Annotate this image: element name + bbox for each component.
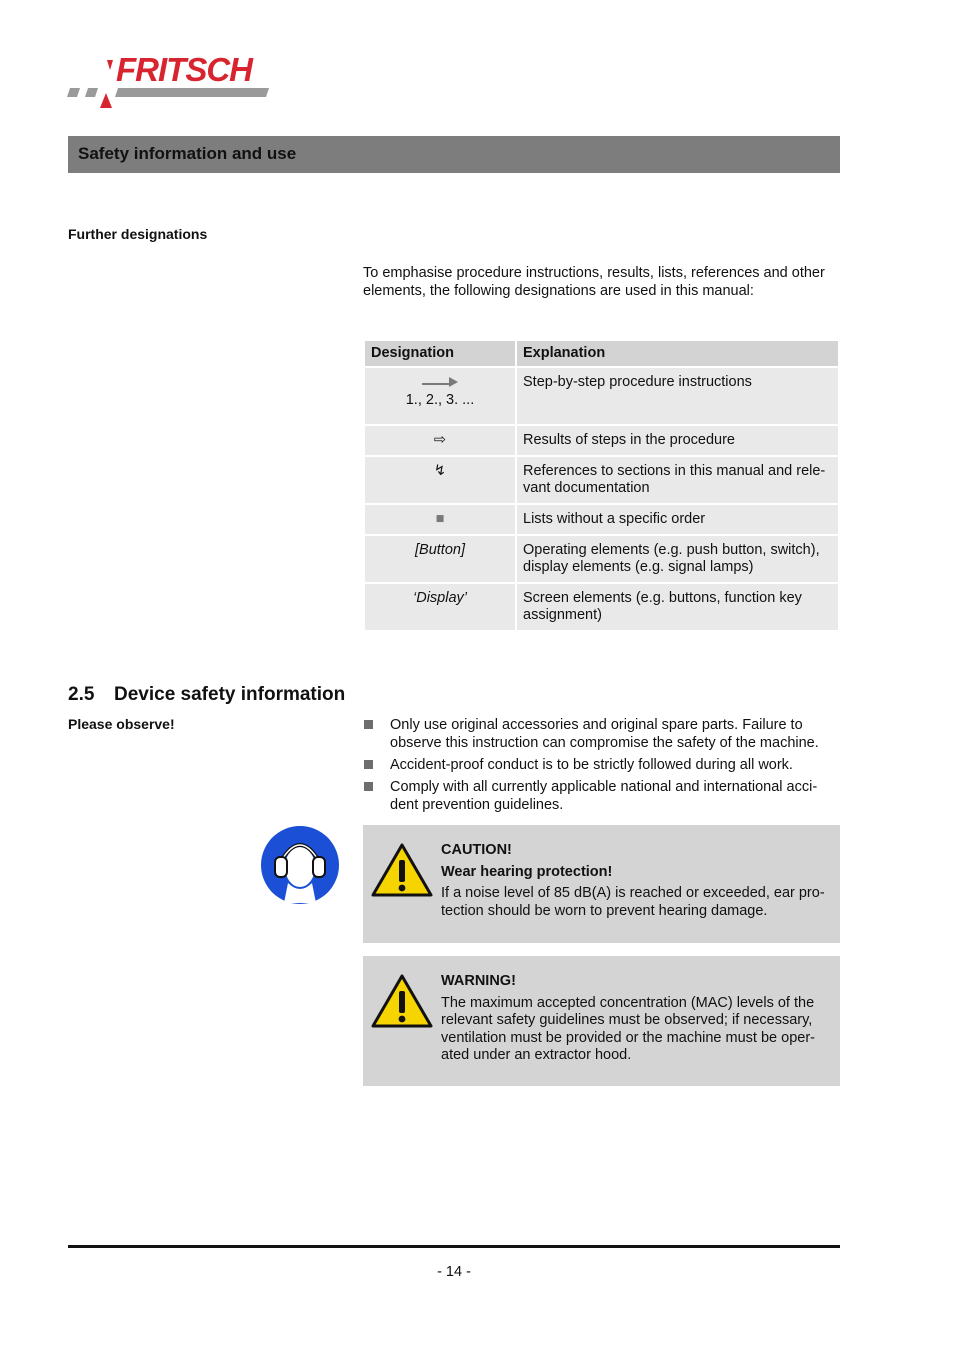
arrow-right-icon	[371, 374, 509, 392]
please-observe-label: Please observe!	[68, 716, 175, 732]
fritsch-logo	[66, 50, 286, 112]
safety-bullet-list	[363, 716, 841, 818]
warning-notice	[363, 956, 840, 1086]
reference-icon: ↯	[365, 457, 515, 503]
caution-subtitle: Wear hearing protection!	[441, 863, 613, 880]
square-bullet-icon	[364, 782, 373, 791]
section-heading	[68, 684, 345, 706]
explanation-cell: Lists without a specific order	[517, 505, 838, 534]
section-title: Safety information and use	[78, 144, 297, 163]
footer-divider	[68, 1245, 840, 1248]
table-row	[365, 584, 838, 630]
outline-arrow-icon: ⇨	[365, 426, 515, 455]
designation-cell: ‘Display’	[365, 584, 515, 630]
warning-triangle-icon	[371, 974, 433, 1028]
designation-cell: 1., 2., 3. ...	[365, 368, 515, 424]
warning-triangle-icon	[371, 843, 433, 897]
page-number: - 14 -	[437, 1264, 471, 1280]
section-heading-title: Device safety information	[114, 684, 346, 705]
table-row	[365, 426, 838, 455]
svg-text:FRITSCH: FRITSCH	[116, 51, 252, 88]
table-header-row	[365, 341, 838, 366]
square-bullet-icon	[364, 760, 373, 769]
table-row	[365, 536, 838, 582]
intro-paragraph: To emphasise procedure instructions, results, lists, references and other elements, the following designations are used in this manual:	[363, 265, 825, 299]
section-header	[68, 136, 840, 173]
caution-text: If a noise level of 85 dB(A) is reached or exceeded, ear pro-tection should be worn to prevent hearing damage.	[441, 885, 825, 919]
square-bullet-icon: ■	[365, 505, 515, 534]
square-bullet-icon	[364, 720, 373, 729]
explanation-cell: References to sections in this manual and rele-vant documentation	[517, 457, 838, 503]
explanation-cell: Step-by-step procedure instructions	[517, 368, 838, 424]
list-item: Accident-proof conduct is to be strictly followed during all work.	[363, 756, 841, 774]
section-number: 2.5	[68, 684, 95, 705]
explanation-cell: Operating elements (e.g. push button, switch), display elements (e.g. signal lamps)	[517, 536, 838, 582]
table-header-explanation: Explanation	[517, 341, 838, 366]
list-item: Only use original accessories and original spare parts. Failure to observe this instruction can compromise the safety of the machine.	[363, 716, 841, 752]
caution-notice	[363, 825, 840, 943]
table-row	[365, 505, 838, 534]
table-row	[365, 368, 838, 424]
explanation-cell: Screen elements (e.g. buttons, function key assignment)	[517, 584, 838, 630]
warning-text: The maximum accepted concentration (MAC) levels of the relevant safety guidelines must be observed; if necessary, ventilation must be provided or the machine must be oper-ated under an extractor hood.	[441, 994, 815, 1063]
hearing-protection-icon	[258, 823, 342, 907]
table-row	[365, 457, 838, 503]
table-header-designation: Designation	[365, 341, 515, 366]
designation-cell: [Button]	[365, 536, 515, 582]
designations-table	[363, 339, 840, 632]
caution-title: CAUTION!	[441, 842, 512, 858]
list-item: Comply with all currently applicable national and international acci-dent prevention guidelines.	[363, 778, 841, 814]
explanation-cell: Results of steps in the procedure	[517, 426, 838, 455]
further-designations-label: Further designations	[68, 226, 208, 242]
warning-title: WARNING!	[441, 973, 516, 989]
